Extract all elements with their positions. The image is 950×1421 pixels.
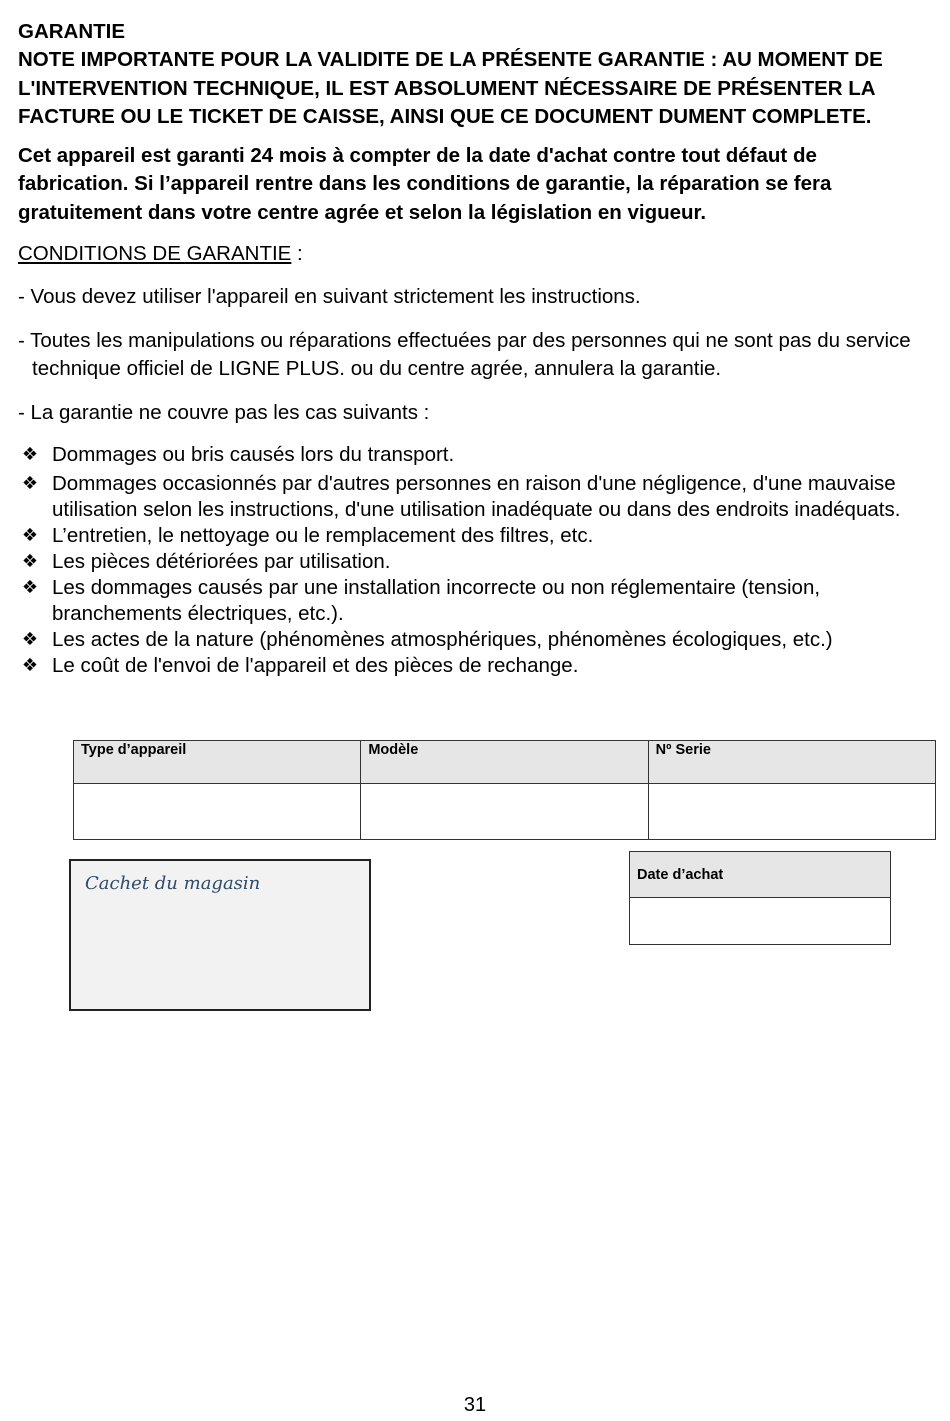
diamond-bullet-icon: ❖ <box>21 444 39 465</box>
diamond-bullet-icon: ❖ <box>21 655 39 676</box>
exclusion-text: L’entretien, le nettoyage ou le remplacement des filtres, etc. <box>52 524 594 547</box>
condition-item-1: - Vous devez utiliser l'appareil en suivant strictement les instructions. <box>18 285 641 308</box>
exclusion-item <box>18 442 933 468</box>
exclusions-list <box>18 442 933 679</box>
conditions-heading-text: CONDITIONS DE GARANTIE <box>18 242 292 265</box>
page-title: GARANTIE <box>18 20 126 43</box>
exclusion-item <box>18 549 933 575</box>
exclusion-text: Le coût de l'envoi de l'appareil et des pièces de rechange. <box>52 654 579 677</box>
exclusion-text: Dommages occasionnés par d'autres personnes en raison d'une négligence, d'une mauvaise utilisation selon les instructions, d'une utilisation inadéquate ou dans des endroits inadéquats. <box>52 472 901 521</box>
exclusion-item <box>18 471 933 523</box>
device-type-header: Type d’appareil <box>74 741 361 784</box>
warranty-intro: Cet appareil est garanti 24 mois à compter de la date d'achat contre tout défaut de fabrication. Si l’appareil rentre dans les conditions de garantie, la réparation se fera gratuitement dans votre centre agrée et selon la législation en vigueur. <box>18 143 832 224</box>
exclusion-item <box>18 653 933 679</box>
store-stamp-label: Cachet du magasin <box>85 873 261 894</box>
diamond-bullet-icon: ❖ <box>21 525 39 546</box>
diamond-bullet-icon: ❖ <box>21 577 39 598</box>
important-note: NOTE IMPORTANTE POUR LA VALIDITE DE LA PRÉSENTE GARANTIE : AU MOMENT DE L'INTERVENTION TECHNIQUE, IL EST ABSOLUMENT NÉCESSAIRE DE PRÉSENTER LA FACTURE OU LE TICKET DE CAISSE, AINSI QUE CE DOCUMENT DUMENT COMPLETE. <box>18 48 883 128</box>
device-info-table <box>73 740 936 840</box>
purchase-date-label: Date d’achat <box>630 852 891 898</box>
warranty-page <box>18 18 933 679</box>
conditions-heading-suffix: : <box>291 242 303 265</box>
condition-item-3: - La garantie ne couvre pas les cas suivants : <box>18 400 430 424</box>
device-table-row <box>74 784 936 840</box>
exclusion-text: Les dommages causés par une installation incorrecte ou non réglementaire (tension, branchements électriques, etc.). <box>52 576 821 625</box>
store-stamp-box[interactable] <box>69 859 371 1011</box>
diamond-bullet-icon: ❖ <box>21 629 39 650</box>
device-type-field[interactable] <box>74 784 361 840</box>
exclusion-text: Dommages ou bris causés lors du transport. <box>52 443 455 466</box>
purchase-date-row <box>630 898 891 945</box>
purchase-date-header-row <box>630 852 891 898</box>
exclusion-item <box>18 575 933 627</box>
purchase-date-field[interactable] <box>630 898 891 945</box>
model-header: Modèle <box>361 741 648 784</box>
device-table-header <box>74 741 936 784</box>
model-field[interactable] <box>361 784 648 840</box>
exclusion-text: Les actes de la nature (phénomènes atmosphériques, phénomènes écologiques, etc.) <box>52 628 833 651</box>
diamond-bullet-icon: ❖ <box>21 551 39 572</box>
exclusion-item <box>18 627 933 653</box>
conditions-heading <box>18 240 933 268</box>
diamond-bullet-icon: ❖ <box>21 473 39 494</box>
serial-number-header: Nº Serie <box>648 741 935 784</box>
exclusion-item <box>18 523 933 549</box>
serial-number-field[interactable] <box>648 784 935 840</box>
purchase-date-table <box>629 851 891 945</box>
condition-item-2: - Toutes les manipulations ou réparations effectuées par des personnes qui ne sont pas du service technique officiel de LIGNE PLUS. ou du centre agrée, annulera la garantie. <box>18 328 911 380</box>
page-number: 31 <box>463 1394 487 1416</box>
exclusion-text: Les pièces détériorées par utilisation. <box>52 550 391 573</box>
